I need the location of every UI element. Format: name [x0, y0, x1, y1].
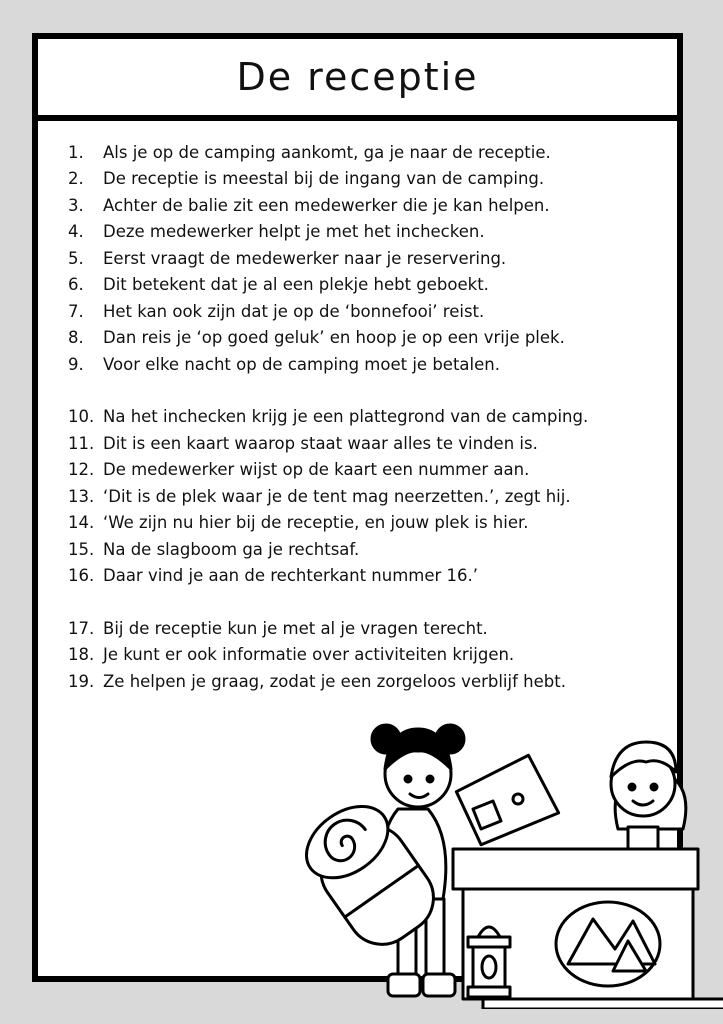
sentence-line: [68, 351, 667, 378]
sentence-line: [68, 272, 667, 299]
sentence-number: 1.: [68, 142, 84, 162]
sentence-line: [68, 219, 667, 246]
sentence-line: [68, 245, 667, 272]
sentence-text: Dan reis je ‘op goed geluk’ en hoop je op een vrije plek.: [103, 328, 565, 348]
sentence-line: [68, 668, 667, 695]
sentence-text: Eerst vraagt de medewerker naar je reservering.: [103, 248, 507, 268]
sentence-text: Dit betekent dat je al een plekje hebt geboekt.: [103, 275, 489, 295]
sentence-text: Na het inchecken krijg je een plattegrond van de camping.: [103, 407, 589, 427]
paragraph-gap: [68, 378, 667, 404]
sentence-line: [68, 536, 667, 563]
sentence-number: 12.: [68, 460, 95, 480]
sentence-line: [68, 166, 667, 193]
sentence-text: Achter de balie zit een medewerker die je kan helpen.: [103, 195, 550, 215]
sentence-line: [68, 563, 667, 590]
sentence-line: [68, 192, 667, 219]
sentence-number: 15.: [68, 539, 95, 559]
sentence-text: Daar vind je aan de rechterkant nummer 16.’: [103, 566, 479, 586]
sentence-line: [68, 615, 667, 642]
sentence-line: [68, 139, 667, 166]
sentence-number: 6.: [68, 275, 84, 295]
sentence-line: [68, 404, 667, 431]
page-title: De receptie: [236, 55, 479, 99]
sentence-number: 13.: [68, 486, 95, 506]
sentence-text: Na de slagboom ga je rechtsaf.: [103, 539, 360, 559]
sentence-line: [68, 457, 667, 484]
sentence-text: ‘Dit is de plek waar je de tent mag neerzetten.’, zegt hij.: [103, 486, 571, 506]
sentence-text: De receptie is meestal bij de ingang van de camping.: [103, 169, 545, 189]
sentence-text: Je kunt er ook informatie over activiteiten krijgen.: [103, 645, 515, 665]
sentence-number: 18.: [68, 645, 95, 665]
sentence-number: 16.: [68, 566, 95, 586]
sentence-text: Deze medewerker helpt je met het inchecken.: [103, 222, 485, 242]
sentence-number: 5.: [68, 248, 84, 268]
sentence-text: Bij de receptie kun je met al je vragen terecht.: [103, 618, 488, 638]
sentence-line: [68, 325, 667, 352]
title-box: [38, 39, 677, 121]
sentence-text: Ze helpen je graag, zodat je een zorgeloos verblijf hebt.: [103, 671, 566, 691]
sentence-text: Het kan ook zijn dat je op de ‘bonnefooi’ reist.: [103, 301, 485, 321]
worksheet-page: [32, 33, 683, 982]
sentence-number: 19.: [68, 671, 95, 691]
sentence-number: 14.: [68, 513, 95, 533]
sentence-number: 10.: [68, 407, 95, 427]
sentence-line: [68, 510, 667, 537]
sentence-line: [68, 430, 667, 457]
sentence-text: Dit is een kaart waarop staat waar alles te vinden is.: [103, 433, 538, 453]
sentence-text: Voor elke nacht op de camping moet je betalen.: [103, 354, 500, 374]
sentence-text: ‘We zijn nu hier bij de receptie, en jouw plek is hier.: [103, 513, 529, 533]
sentence-list: [68, 139, 667, 695]
sentence-number: 9.: [68, 354, 84, 374]
sentence-number: 7.: [68, 301, 84, 321]
counter-top-icon: [453, 849, 698, 889]
sentence-text: Als je op de camping aankomt, ga je naar de receptie.: [103, 142, 551, 162]
sentence-number: 8.: [68, 328, 84, 348]
sentence-text: De medewerker wijst op de kaart een nummer aan.: [103, 460, 530, 480]
sentence-number: 4.: [68, 222, 84, 242]
sentence-line: [68, 483, 667, 510]
sentence-number: 17.: [68, 618, 95, 638]
sentence-line: [68, 298, 667, 325]
sentence-number: 11.: [68, 433, 95, 453]
sentence-number: 2.: [68, 169, 84, 189]
reception-illustration-icon: [288, 709, 723, 1009]
paragraph-gap: [68, 589, 667, 615]
sentence-line: [68, 642, 667, 669]
sentence-number: 3.: [68, 195, 84, 215]
